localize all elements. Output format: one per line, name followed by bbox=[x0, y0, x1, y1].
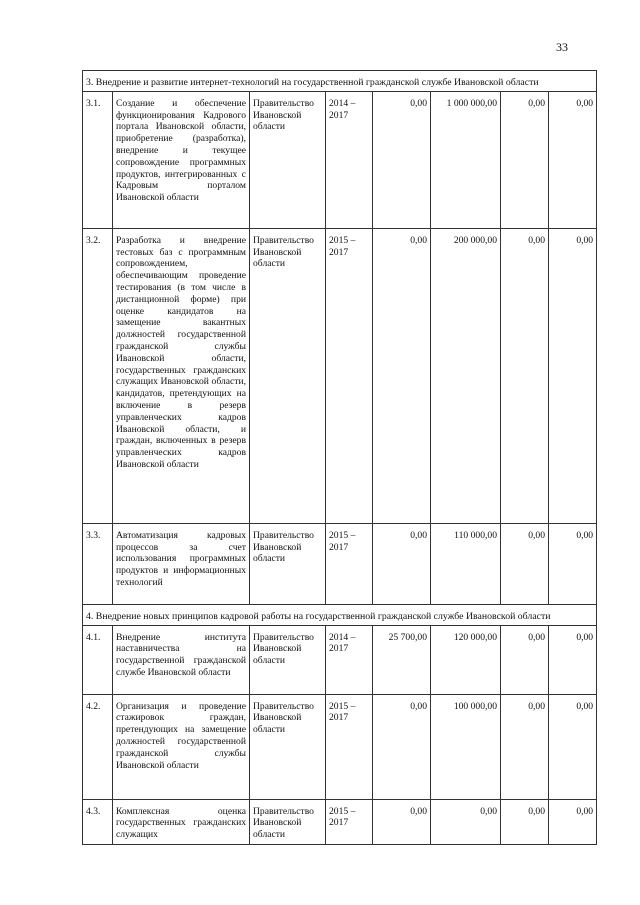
row-executor: Правительство Ивановской области bbox=[250, 625, 326, 694]
row-amount-2: 200 000,00 bbox=[431, 228, 501, 523]
row-amount-2: 110 000,00 bbox=[431, 523, 501, 604]
row-code: 4.2. bbox=[83, 694, 113, 799]
row-description: Автоматизация кадровых процессов за счет использования программных продуктов и информационных технологий bbox=[113, 523, 250, 604]
row-amount-2: 120 000,00 bbox=[431, 625, 501, 694]
row-amount-3: 0,00 bbox=[501, 228, 549, 523]
row-period: 2014 – 2017 bbox=[326, 91, 373, 228]
row-amount-4: 0,00 bbox=[549, 625, 597, 694]
row-amount-4: 0,00 bbox=[549, 523, 597, 604]
section-header-row bbox=[83, 71, 597, 92]
section-title: 4. Внедрение новых принципов кадровой работы на государственной гражданской службе Ивановской области bbox=[83, 604, 597, 625]
row-amount-1: 0,00 bbox=[373, 799, 431, 844]
row-period: 2015 – 2017 bbox=[326, 799, 373, 844]
table-row bbox=[83, 694, 597, 799]
row-executor: Правительство Ивановской области bbox=[250, 799, 326, 844]
row-amount-3: 0,00 bbox=[501, 694, 549, 799]
row-amount-2: 1 000 000,00 bbox=[431, 91, 501, 228]
table-row bbox=[83, 228, 597, 523]
row-description: Организация и проведение стажировок граждан, претендующих на замещение должностей государственной гражданской службы Ивановской области bbox=[113, 694, 250, 799]
table-row bbox=[83, 523, 597, 604]
row-amount-2: 100 000,00 bbox=[431, 694, 501, 799]
row-code: 4.3. bbox=[83, 799, 113, 844]
section-header-row bbox=[83, 604, 597, 625]
row-amount-1: 0,00 bbox=[373, 91, 431, 228]
row-period: 2015 – 2017 bbox=[326, 523, 373, 604]
row-amount-4: 0,00 bbox=[549, 228, 597, 523]
row-amount-1: 25 700,00 bbox=[373, 625, 431, 694]
table-row bbox=[83, 625, 597, 694]
table-row bbox=[83, 799, 597, 844]
row-description: Создание и обеспечение функционирования Кадрового портала Ивановской области, приобретение (разработка), внедрение и текущее сопровождение программных продуктов, интегрированных с Кадровым порталом Ивановской области bbox=[113, 91, 250, 228]
page-number: 33 bbox=[556, 40, 568, 54]
row-amount-4: 0,00 bbox=[549, 799, 597, 844]
row-description: Комплексная оценка государственных гражданских служащих bbox=[113, 799, 250, 844]
row-description: Внедрение института наставничества на государственной гражданской службе Ивановской области bbox=[113, 625, 250, 694]
row-code: 3.3. bbox=[83, 523, 113, 604]
section-title: 3. Внедрение и развитие интернет-технологий на государственной гражданской службе Ивановской области bbox=[83, 71, 597, 92]
row-executor: Правительство Ивановской области bbox=[250, 91, 326, 228]
row-executor: Правительство Ивановской области bbox=[250, 694, 326, 799]
row-code: 3.2. bbox=[83, 228, 113, 523]
row-period: 2015 – 2017 bbox=[326, 694, 373, 799]
row-amount-1: 0,00 bbox=[373, 228, 431, 523]
row-description: Разработка и внедрение тестовых баз с программным сопровождением, обеспечивающим проведение тестирования (в том числе в дистанционной форме) при оценке кандидатов на замещение вакантных должностей государственной гражданской службы Ивановской области, государственных гражданских служащих Ивановской области, кандидатов, претендующих на включение в резерв управленческих кадров Ивановской области, и граждан, включенных в резерв управленческих кадров Ивановской области bbox=[113, 228, 250, 523]
row-amount-3: 0,00 bbox=[501, 91, 549, 228]
row-code: 4.1. bbox=[83, 625, 113, 694]
program-table bbox=[82, 70, 597, 845]
row-amount-3: 0,00 bbox=[501, 523, 549, 604]
row-amount-3: 0,00 bbox=[501, 625, 549, 694]
table-row bbox=[83, 91, 597, 228]
row-amount-4: 0,00 bbox=[549, 694, 597, 799]
row-amount-1: 0,00 bbox=[373, 523, 431, 604]
row-period: 2015 – 2017 bbox=[326, 228, 373, 523]
row-executor: Правительство Ивановской области bbox=[250, 523, 326, 604]
row-amount-3: 0,00 bbox=[501, 799, 549, 844]
row-amount-4: 0,00 bbox=[549, 91, 597, 228]
row-executor: Правительство Ивановской области bbox=[250, 228, 326, 523]
row-period: 2014 – 2017 bbox=[326, 625, 373, 694]
row-amount-2: 0,00 bbox=[431, 799, 501, 844]
row-amount-1: 0,00 bbox=[373, 694, 431, 799]
row-code: 3.1. bbox=[83, 91, 113, 228]
